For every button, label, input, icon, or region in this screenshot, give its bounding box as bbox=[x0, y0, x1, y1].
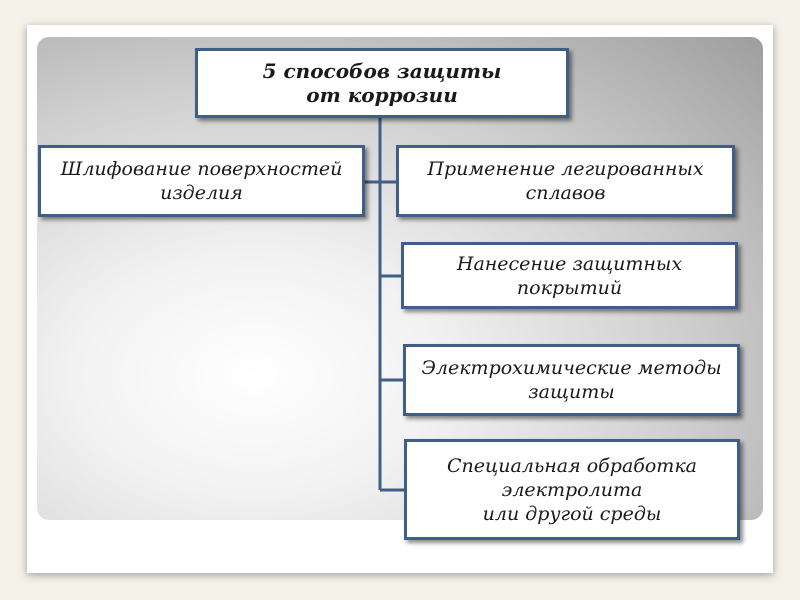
method-node-electrolyte-treatment: Специальная обработка электролита или другой среды bbox=[404, 439, 740, 540]
method-node-electrochemical: Электрохимические методы защиты bbox=[403, 344, 740, 416]
method-node-alloys: Применение легированных сплавов bbox=[396, 145, 735, 217]
root-node-title: 5 способов защиты от коррозии bbox=[195, 48, 569, 118]
method-node-grinding: Шлифование поверхностей изделия bbox=[38, 145, 365, 217]
method-node-coatings: Нанесение защитных покрытий bbox=[401, 242, 738, 309]
